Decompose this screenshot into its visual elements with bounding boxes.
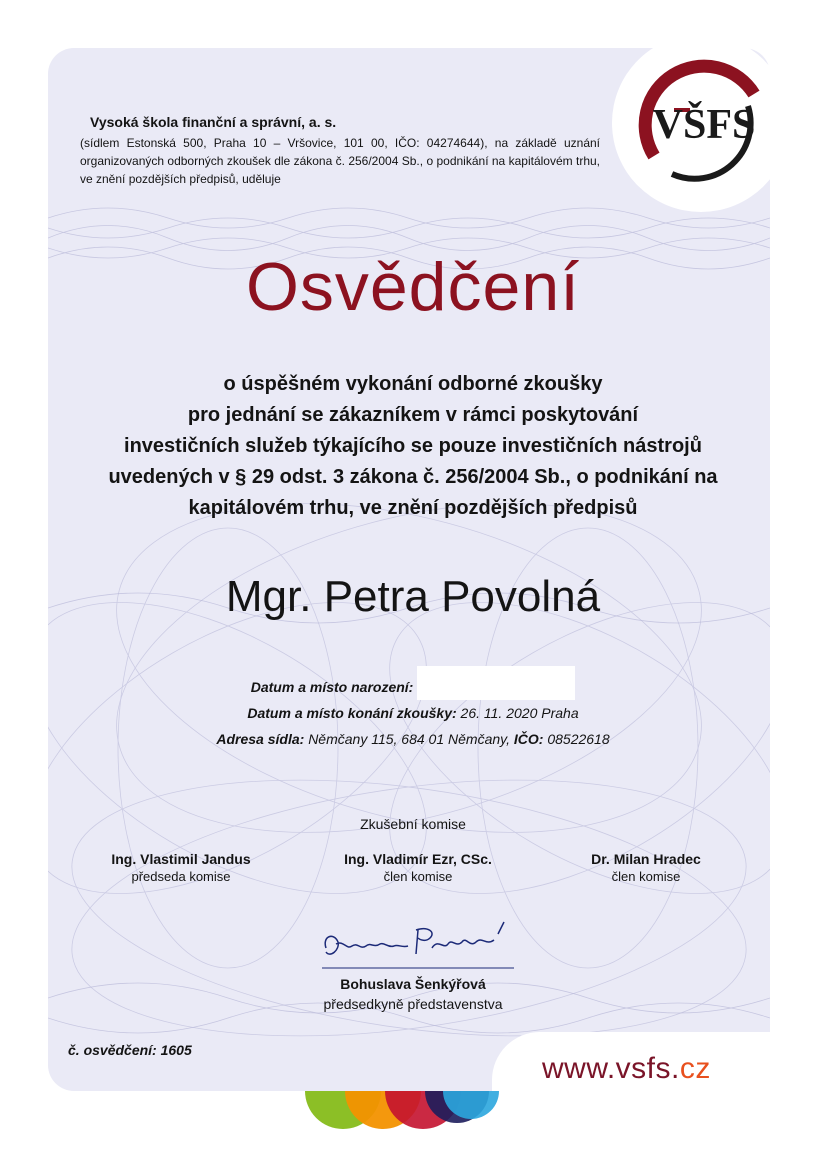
member-role: člen komise: [383, 869, 453, 884]
address-label: Adresa sídla:: [216, 731, 305, 748]
holder-details: [0, 674, 826, 752]
signature: [318, 918, 518, 972]
certificate-purpose: [40, 369, 786, 524]
certificate-title: Osvědčení: [245, 249, 581, 325]
ico-value: 08522618: [547, 731, 610, 748]
chair-block: [0, 974, 826, 1014]
exam-label: Datum a místo konání zkoušky:: [247, 705, 457, 722]
birth-row: [0, 674, 826, 700]
holder-name: Mgr. Petra Povolná: [225, 572, 601, 621]
chair-name: Bohuslava Šenkýřová: [340, 976, 486, 992]
ico-label: IČO:: [513, 731, 544, 748]
website-tld: cz: [679, 1052, 711, 1085]
website-link[interactable]: [542, 1052, 711, 1086]
purpose-line: pro jednání se zákazníkem v rámci poskytování: [187, 404, 639, 426]
purpose-line: investičních služeb týkajícího se pouze investičních nástrojů: [124, 435, 702, 457]
member-role: člen komise: [611, 869, 681, 884]
website-main: www.vsfs.: [542, 1052, 680, 1085]
committee-member: [531, 850, 761, 886]
committee-member: [303, 850, 533, 886]
chair-role: předsedkyně představenstva: [323, 996, 503, 1012]
purpose-line: kapitálovém trhu, ve znění pozdějších předpisů: [188, 497, 638, 519]
serial-label: č. osvědčení:: [68, 1042, 157, 1058]
address-value: Němčany 115, 684 01 Němčany,: [308, 731, 510, 748]
issuer-name: Vysoká škola finanční a správní, a. s.: [90, 114, 337, 130]
committee-member: [66, 850, 296, 886]
issuer-description: (sídlem Estonská 500, Praha 10 – Vršovice, 101 00, IČO: 04274644), na základě uznání organizovaných odborných zkoušek dle zákona č. 256/2004 Sb., o podnikání na kapitálovém trhu, ve znění pozdějších předpisů, uděluje: [80, 136, 600, 186]
address-row: [0, 726, 826, 752]
member-name: Dr. Milan Hradec: [591, 851, 701, 867]
issuer-block: [80, 114, 600, 188]
member-role: předseda komise: [131, 869, 231, 884]
member-name: Ing. Vladimír Ezr, CSc.: [344, 851, 492, 867]
purpose-line: uvedených v § 29 odst. 3 zákona č. 256/2004 Sb., o podnikání na: [108, 466, 718, 488]
serial-value: 1605: [160, 1042, 192, 1058]
committee-title: Zkušební komise: [360, 816, 466, 832]
exam-value: 26. 11. 2020 Praha: [460, 705, 579, 722]
purpose-line: o úspěšném vykonání odborné zkoušky: [223, 373, 603, 395]
exam-row: [0, 700, 826, 726]
member-name: Ing. Vlastimil Jandus: [111, 851, 251, 867]
logo-text: VŠFS: [652, 102, 756, 148]
redacted-birth-value: [417, 666, 575, 700]
certificate-number: [68, 1042, 192, 1058]
birth-label: Datum a místo narození:: [250, 679, 414, 695]
